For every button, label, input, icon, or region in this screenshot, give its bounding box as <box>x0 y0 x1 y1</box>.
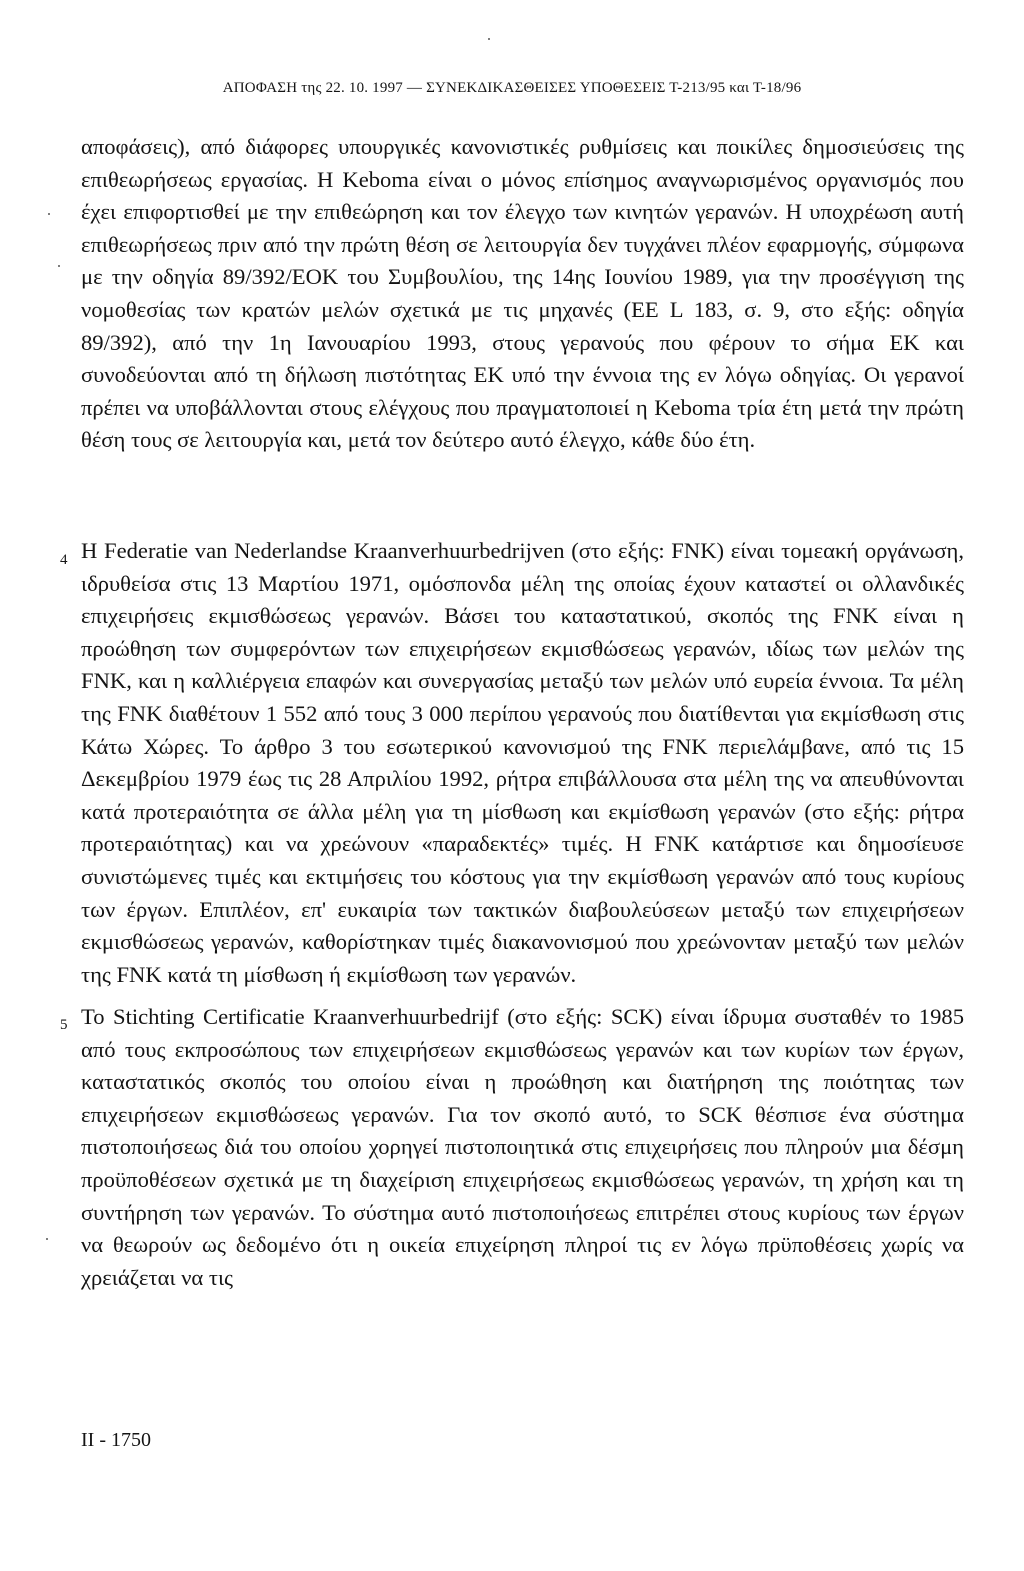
scan-speck <box>46 1238 48 1240</box>
paragraph-4: Η Federatie van Nederlandse Kraanverhuurbedrijven (στο εξής: FNK) είναι τομεακή οργάνωση, ιδρυθείσα στις 13 Μαρτίου 1971, ομόσπονδα μέλη της οποίας έχουν καταστεί οι ολλανδικές επιχειρήσεις εκμισθώσεως γερανών. Βάσει του καταστατικού, σκοπός της FNK είναι η προώθηση των συμφερόντων των επιχειρήσεων εκμισθώσεως γερανών, ιδίως των μελών της FNK, και η καλλιέργεια επαφών και συνεργασίας μεταξύ των μελών υπό ευρεία έννοια. Τα μέλη της FNK διαθέτουν 1 552 από τους 3 000 περίπου γερανούς που διατίθενται για εκμίσθωση στις Κάτω Χώρες. Το άρθρο 3 του εσωτερικού κανονισμού της FNK περιελάμβανε, από τις 15 Δεκεμβρίου 1979 έως τις 28 Απριλίου 1992, ρήτρα επιβάλλουσα στα μέλη της να απευθύνονται κατά προτεραιότητα σε άλλα μέλη για τη μίσθωση και εκμίσθωση γερανών (στο εξής: ρήτρα προτεραιότητας) και να χρεώνουν «παραδεκτές» τιμές. Η FNK κατάρτισε και δημοσίευσε συνιστώμενες τιμές και εκτιμήσεις του κόστους για την εκμίσθωση γερανών από τους κυρίους των έργων. Επιπλέον, επ' ευκαιρία των τακτικών διαβουλεύσεων μεταξύ των επιχειρήσεων εκμισθώσεως γερανών, καθορίστηκαν τιμές διακανονισμού που χρεώνονταν μεταξύ των μελών της FNK κατά τη μίσθωση ή εκμίσθωση των γερανών. <box>81 538 964 987</box>
scan-speck <box>48 213 50 215</box>
paragraph-number-5: 5 <box>60 1017 68 1033</box>
paragraph-3-continuation: αποφάσεις), από διάφορες υπουργικές κανονιστικές ρυθμίσεις και ποικίλες δημοσιεύσεις της επιθεωρήσεως εργασίας. Η Keboma είναι ο μόνος επίσημος αναγνωρισμένος οργανισμός που έχει επιφορτισθεί με την επιθεώρηση και τον έλεγχο των κινητών γερανών. Η υποχρέωση αυτή επιθεωρήσεως πριν από την πρώτη θέση σε λειτουργία δεν τυγχάνει πλέον εφαρμογής, σύμφωνα με την οδηγία 89/392/ΕΟΚ του Συμβουλίου, της 14ης Ιουνίου 1989, για την προσέγγιση της νομοθεσίας των κρατών μελών σχετικά με τις μηχανές (ΕΕ L 183, σ. 9, στο εξής: οδηγία 89/392), από την 1η Ιανουαρίου 1993, στους γερανούς που φέρουν το σήμα ΕΚ και συνοδεύονται από τη δήλωση πιστότητας ΕΚ υπό την έννοια της εν λόγω οδηγίας. Οι γερανοί πρέπει να υποβάλλονται στους ελέγχους που πραγματοποιεί η Keboma τρία έτη μετά την πρώτη θέση τους σε λειτουργία και, μετά τον δεύτερο αυτό έλεγχο, κάθε δύο έτη. <box>81 134 964 453</box>
running-header: ΑΠΟΦΑΣΗ της 22. 10. 1997 — ΣΥΝΕΚΔΙΚΑΣΘΕΙΣΕΣ ΥΠΟΘΕΣΕΙΣ Τ-213/95 και Τ-18/96 <box>222 80 802 96</box>
paragraph-5: Το Stichting Certificatie Kraanverhuurbedrijf (στο εξής: SCK) είναι ίδρυμα συσταθέν το 1985 από τους εκπροσώπους των επιχειρήσεων εκμισθώσεως γερανών και των κυρίων των έργων, καταστατικός σκοπός του οποίου είναι η προώθηση και διατήρηση της ποιότητας των επιχειρήσεων εκμισθώσεως γερανών. Για τον σκοπό αυτό, το SCK θέσπισε ένα σύστημα πιστοποιήσεως διά του οποίου χορηγεί πιστοποιητικά στις επιχειρήσεις που πληρούν μια δέσμη προϋποθέσεων σχετικά με τη διαχείριση επιχειρήσεως εκμισθώσεως γερανών, τη χρήση και τη συντήρηση των γερανών. Το σύστημα αυτό πιστοποιήσεως επιτρέπει στους κυρίους των έργων να θεωρούν ως δεδομένο ότι η οικεία επιχείρηση πληροί τις εν λόγω πρϋποθέσεις χωρίς να χρειάζεται να τις <box>81 1004 964 1290</box>
paragraph-number-4: 4 <box>60 552 68 568</box>
scan-speck <box>488 38 490 40</box>
page-number: II - 1750 <box>81 1429 151 1451</box>
scan-speck <box>58 265 60 267</box>
